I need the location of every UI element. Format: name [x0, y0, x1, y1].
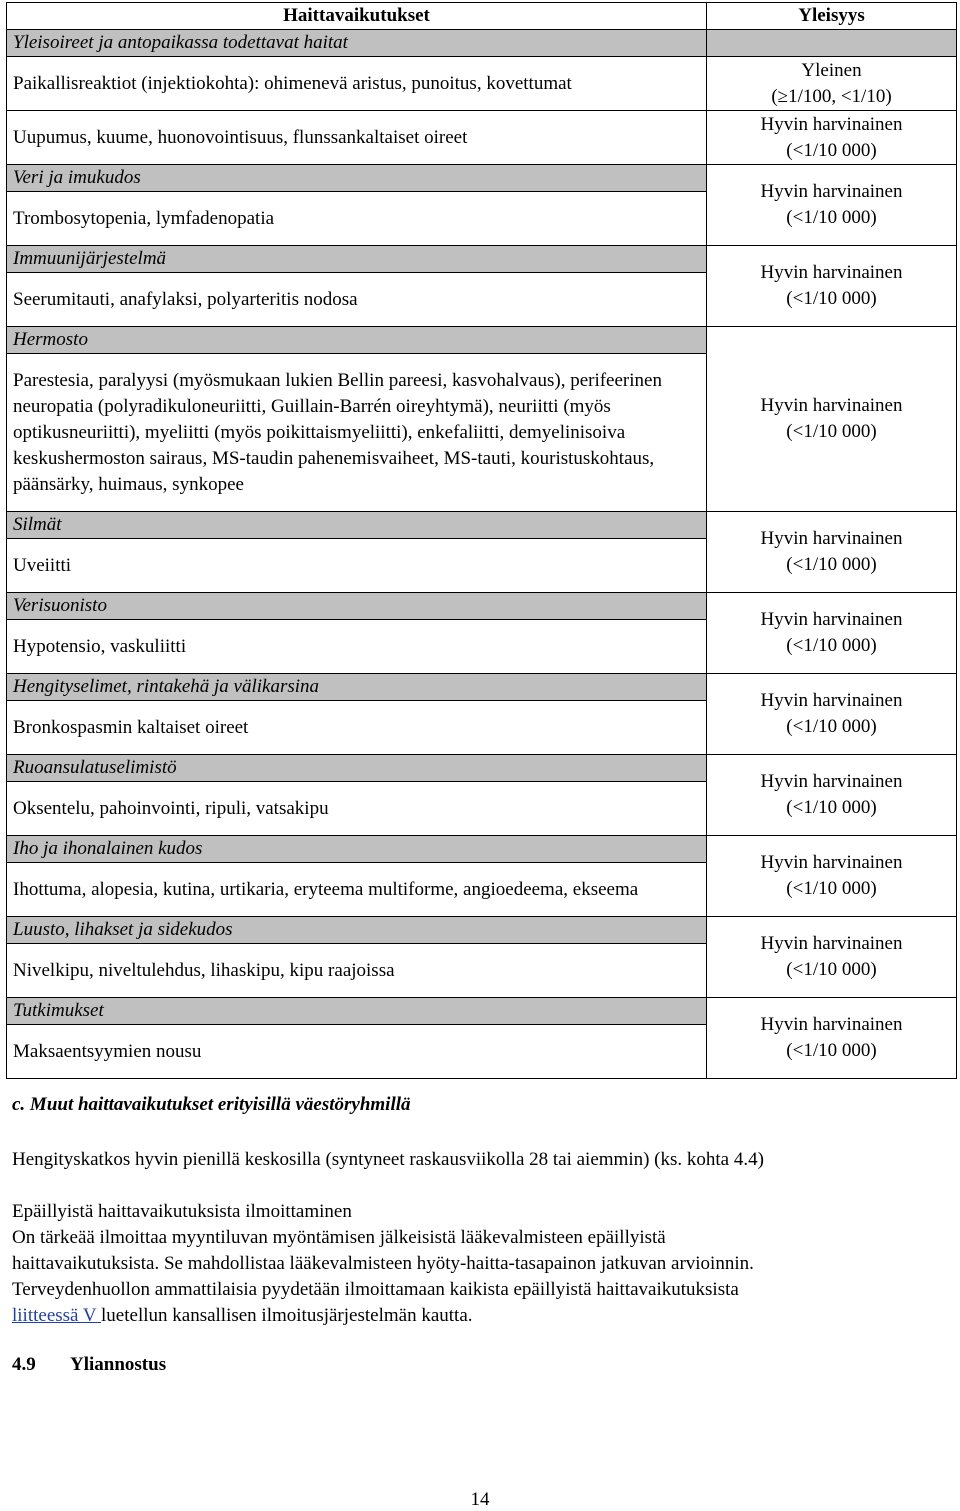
frequency-cell — [707, 57, 957, 111]
frequency-cell — [707, 593, 957, 674]
frequency-range: (≥1/100, <1/10) — [771, 85, 892, 107]
section-title: Yliannostus — [70, 1354, 167, 1375]
frequency-cell — [707, 111, 957, 165]
frequency-cell — [707, 246, 957, 327]
frequency-label: Hyvin harvinainen — [760, 852, 903, 873]
frequency-cell — [707, 836, 957, 917]
category-label: Hermosto — [7, 327, 707, 354]
category-row — [7, 917, 957, 944]
effect-label: Hypotensio, vaskuliitti — [7, 620, 707, 674]
frequency-cell — [707, 512, 957, 593]
frequency-range: (<1/10 000) — [786, 959, 877, 980]
effect-label: Uveiitti — [7, 539, 707, 593]
frequency-label: Hyvin harvinainen — [760, 609, 903, 630]
frequency-label: Hyvin harvinainen — [760, 181, 903, 202]
section-c-title: c. Muut haittavaikutukset erityisillä väestöryhmillä — [12, 1094, 411, 1115]
frequency-label: Hyvin harvinainen — [760, 690, 903, 711]
frequency-range: (<1/10 000) — [786, 635, 877, 656]
category-row — [7, 246, 957, 273]
reporting-line-1: On tärkeää ilmoittaa myyntiluvan myöntämisen jälkeisistä lääkevalmisteen epäillyistä — [12, 1227, 666, 1248]
frequency-range: (<1/10 000) — [786, 1040, 877, 1061]
category-row — [7, 836, 957, 863]
section-number: 4.9 — [12, 1354, 36, 1375]
frequency-label: Hyvin harvinainen — [760, 1014, 903, 1035]
frequency-range: (<1/10 000) — [786, 554, 877, 575]
reporting-line-2: haittavaikutuksista. Se mahdollistaa lääkevalmisteen hyöty-haitta-tasapainon jatkuvan arvioinnin. — [12, 1253, 754, 1274]
category-row — [7, 327, 957, 354]
page-number: 14 — [470, 1489, 490, 1510]
category-label: Silmät — [7, 512, 707, 539]
effect-label: Bronkospasmin kaltaiset oireet — [7, 701, 707, 755]
category-label: Tutkimukset — [7, 998, 707, 1025]
frequency-cell — [707, 674, 957, 755]
reporting-block — [12, 1199, 754, 1329]
category-label: Verisuonisto — [7, 593, 707, 620]
effect-label: Paikallisreaktiot (injektiokohta): ohimenevä aristus, punoitus, kovettumat — [7, 57, 707, 111]
frequency-range: (<1/10 000) — [786, 421, 877, 442]
reporting-line-3: Terveydenhuollon ammattilaisia pyydetään ilmoittamaan kaikista epäillyistä haittavaikutuksista — [12, 1279, 739, 1300]
effect-row — [7, 111, 957, 165]
frequency-range: (<1/10 000) — [786, 288, 877, 309]
effect-label: Nivelkipu, niveltulehdus, lihaskipu, kipu raajoissa — [7, 944, 707, 998]
table-header-row — [7, 3, 957, 30]
effect-label: Parestesia, paralyysi (myösmukaan lukien Bellin pareesi, kasvohalvaus), perifeerinen neuropatia (polyradikuloneuriitti, Guillain-Barrén oireyhtymä), neuriitti (myös optikusneuriitti), myeliitti (myös poikittaismyeliitti), enkefaliitti, demyelinisoiva keskushermoston sairaus, MS-taudin pahenemisvaiheet, MS-tauti, kouristuskohtaus, päänsärky, huimaus, synkopee — [7, 354, 707, 512]
category-label: Ruoansulatuselimistö — [7, 755, 707, 782]
category-label: Iho ja ihonalainen kudos — [7, 836, 707, 863]
frequency-label: Hyvin harvinainen — [760, 395, 903, 416]
category-row — [7, 674, 957, 701]
category-row — [7, 998, 957, 1025]
header-effects: Haittavaikutukset — [7, 3, 707, 30]
effect-label: Ihottuma, alopesia, kutina, urtikaria, eryteema multiforme, angioedeema, ekseema — [7, 863, 707, 917]
effect-label: Maksaentsyymien nousu — [7, 1025, 707, 1079]
effect-label: Trombosytopenia, lymfadenopatia — [7, 192, 707, 246]
annex-v-link[interactable]: liitteessä V — [12, 1305, 102, 1326]
frequency-cell — [707, 998, 957, 1079]
category-label: Luusto, lihakset ja sidekudos — [7, 917, 707, 944]
reporting-line-4-rest: luetellun kansallisen ilmoitusjärjestelmän kautta. — [101, 1305, 473, 1326]
reporting-heading: Epäillyistä haittavaikutuksista ilmoittaminen — [12, 1201, 352, 1222]
frequency-cell — [707, 755, 957, 836]
frequency-range: (<1/10 000) — [786, 797, 877, 818]
frequency-range: (<1/10 000) — [786, 139, 877, 161]
category-row — [7, 165, 957, 192]
section-c-paragraph: Hengityskatkos hyvin pienillä keskosilla (syntyneet raskausviikolla 28 tai aiemmin) (ks. kohta 4.4) — [12, 1149, 764, 1170]
category-label: Yleisoireet ja antopaikassa todettavat haitat — [7, 30, 707, 57]
frequency-range: (<1/10 000) — [786, 207, 877, 228]
category-label: Veri ja imukudos — [7, 165, 707, 192]
frequency-cell — [707, 165, 957, 246]
effect-label: Uupumus, kuume, huonovointisuus, flunssankaltaiset oireet — [7, 111, 707, 165]
category-frequency-blank — [707, 30, 957, 57]
table-body — [7, 3, 957, 1079]
category-row — [7, 30, 957, 57]
frequency-label: Hyvin harvinainen — [760, 113, 903, 135]
category-row — [7, 755, 957, 782]
category-row — [7, 512, 957, 539]
frequency-range: (<1/10 000) — [786, 716, 877, 737]
category-row — [7, 593, 957, 620]
frequency-range: (<1/10 000) — [786, 878, 877, 899]
frequency-label: Yleinen — [801, 59, 862, 81]
adverse-effects-table — [6, 2, 957, 1079]
category-label: Immuunijärjestelmä — [7, 246, 707, 273]
frequency-label: Hyvin harvinainen — [760, 262, 903, 283]
header-frequency: Yleisyys — [707, 3, 957, 30]
effect-label: Seerumitauti, anafylaksi, polyarteritis nodosa — [7, 273, 707, 327]
section-4-9-heading — [12, 1354, 166, 1376]
frequency-cell — [707, 917, 957, 998]
reporting-line-4 — [12, 1303, 754, 1329]
category-label: Hengityselimet, rintakehä ja välikarsina — [7, 674, 707, 701]
frequency-label: Hyvin harvinainen — [760, 528, 903, 549]
frequency-cell — [707, 327, 957, 512]
effect-label: Oksentelu, pahoinvointi, ripuli, vatsakipu — [7, 782, 707, 836]
frequency-label: Hyvin harvinainen — [760, 771, 903, 792]
frequency-label: Hyvin harvinainen — [760, 933, 903, 954]
effect-row — [7, 57, 957, 111]
